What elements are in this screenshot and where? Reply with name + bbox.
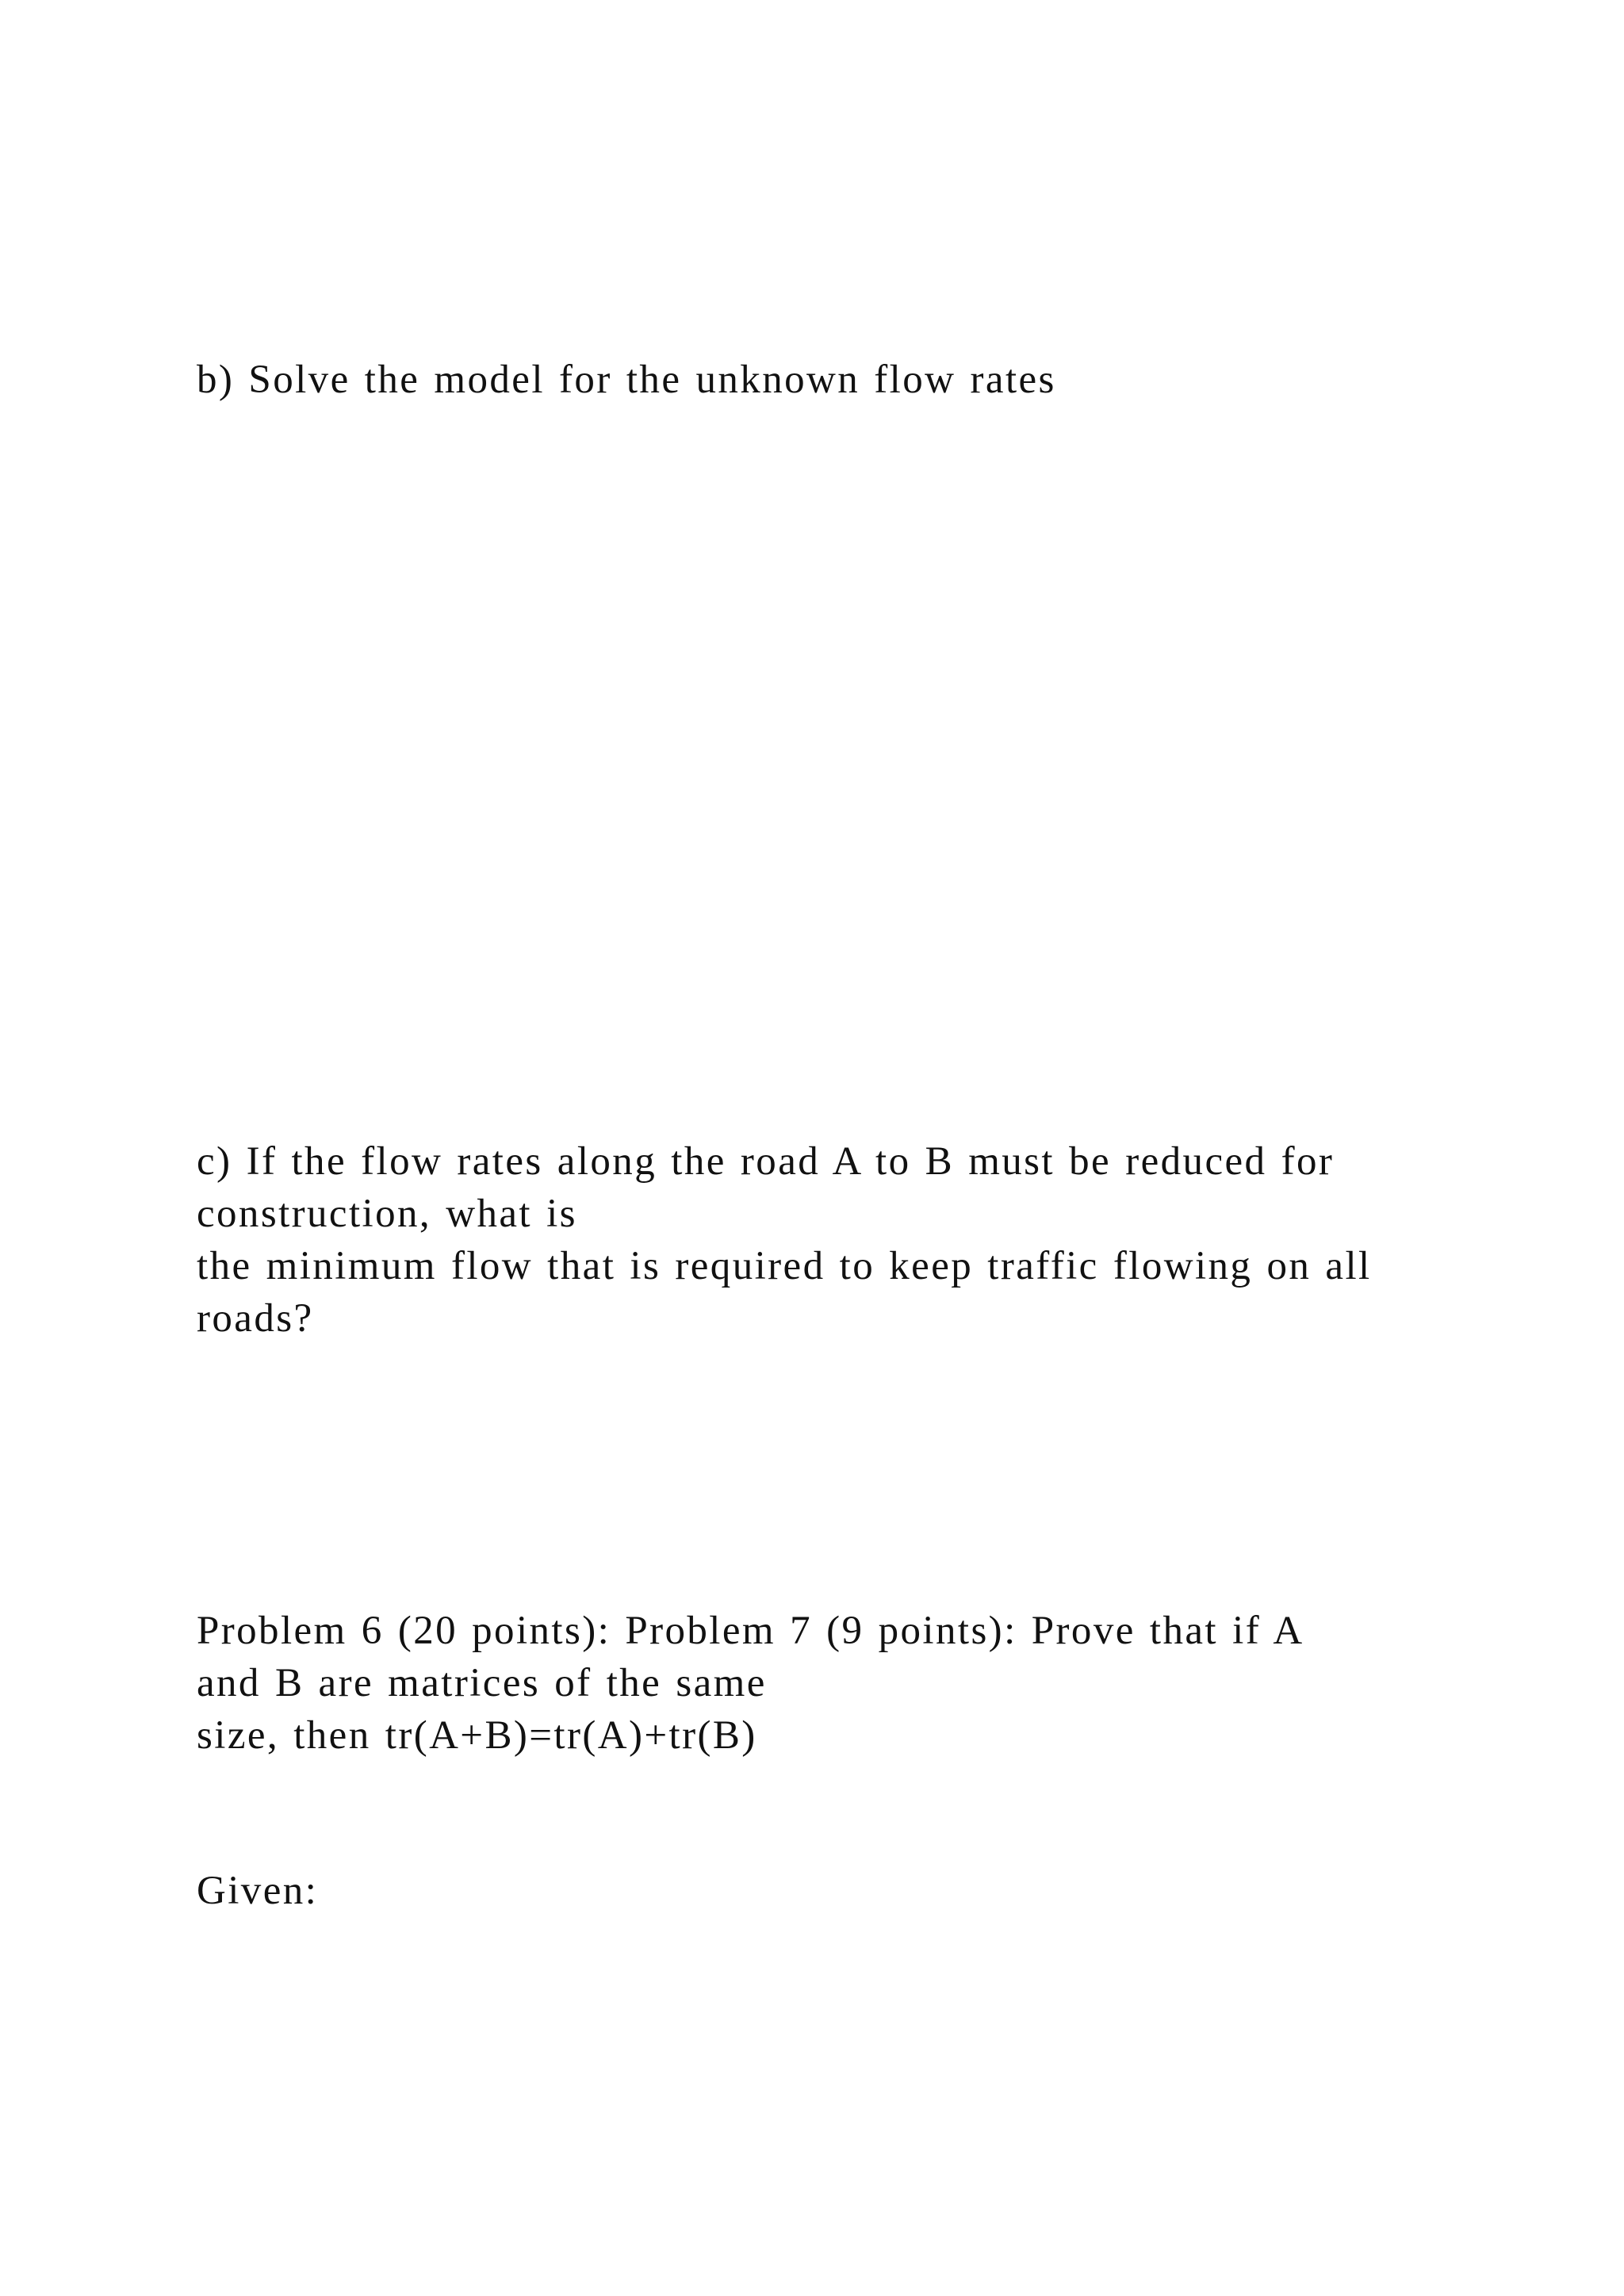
given-label: Given: — [197, 1869, 319, 1913]
part-b-text: b) Solve the model for the unknown flow rates — [197, 358, 1056, 402]
problem-6-7-line-3: size, then tr(A+B)=tr(A)+tr(B) — [197, 1713, 757, 1758]
part-c-line-2: construction, what is — [197, 1192, 577, 1236]
part-c-line-4: roads? — [197, 1296, 314, 1341]
problem-6-7-line-1: Problem 6 (20 points): Problem 7 (9 points): Prove that if A — [197, 1609, 1304, 1653]
part-c-line-3: the minimum flow that is required to keep traffic flowing on all — [197, 1244, 1372, 1288]
part-c-line-1: c) If the flow rates along the road A to B must be reduced for — [197, 1139, 1335, 1184]
problem-6-7-line-2: and B are matrices of the same — [197, 1661, 767, 1705]
